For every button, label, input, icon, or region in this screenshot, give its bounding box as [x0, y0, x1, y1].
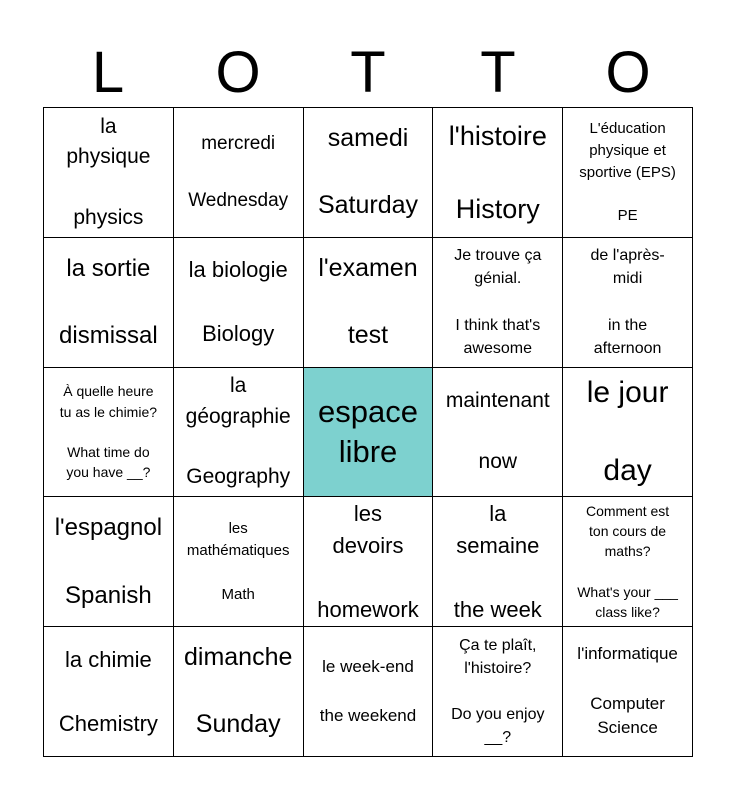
cell-text: la sortie dismissal — [59, 254, 158, 349]
lotto-board — [43, 107, 693, 757]
title-letter: O — [215, 40, 261, 105]
cell-text: samedi Saturday — [317, 123, 419, 220]
board-cell[interactable] — [563, 497, 693, 627]
board-cell[interactable] — [174, 368, 304, 498]
board-cell[interactable] — [174, 108, 304, 238]
board-cell[interactable] — [174, 497, 304, 627]
board-cell[interactable] — [563, 108, 693, 238]
board-cell[interactable] — [563, 238, 693, 368]
cell-text: l'examen test — [318, 253, 418, 350]
cell-text: maintenant now — [445, 389, 550, 474]
cell-text: la chimie Chemistry — [58, 646, 158, 736]
cell-text: espace libre — [318, 393, 418, 469]
cell-text: l'histoire History — [448, 120, 547, 224]
board-cell[interactable] — [433, 368, 563, 498]
title-letter: T — [350, 40, 386, 105]
free-space-cell[interactable] — [304, 368, 434, 498]
cell-text: le week-end the weekend — [319, 656, 417, 725]
cell-text: de l'après- midi in the afternoon — [590, 247, 665, 357]
cell-text: les devoirs homework — [317, 501, 419, 622]
cell-text: Je trouve ça génial. I think that's awesome — [454, 247, 542, 357]
title-letter: T — [480, 40, 516, 105]
cell-text: les mathématiques Math — [186, 520, 290, 603]
board-cell[interactable] — [433, 497, 563, 627]
board-cell[interactable] — [174, 627, 304, 757]
cell-text: Ça te plaît, l'histoire? Do you enjoy __? — [451, 636, 545, 747]
cell-text: L'éducation physique et sportive (EPS) PE — [579, 120, 676, 225]
board-cell[interactable] — [433, 627, 563, 757]
cell-text: l'espagnol Spanish — [54, 514, 163, 609]
cell-text: À quelle heure tu as le chimie? What time do you have __? — [59, 383, 158, 481]
cell-text: la physique physics — [66, 114, 151, 229]
board-cell[interactable] — [433, 238, 563, 368]
board-cell[interactable] — [44, 108, 174, 238]
lotto-title — [43, 38, 693, 108]
board-cell[interactable] — [563, 627, 693, 757]
board-cell[interactable] — [433, 108, 563, 238]
board-cell[interactable] — [44, 368, 174, 498]
board-cell[interactable] — [304, 627, 434, 757]
board-cell[interactable] — [304, 238, 434, 368]
cell-text: Comment est ton cours de maths? What's your ___ class like? — [577, 502, 678, 621]
board-cell[interactable] — [44, 627, 174, 757]
board-cell[interactable] — [44, 238, 174, 368]
title-letter: O — [605, 40, 651, 105]
title-letter: L — [91, 40, 125, 105]
board-cell[interactable] — [563, 368, 693, 498]
board-cell[interactable] — [174, 238, 304, 368]
cell-text: dimanche Sunday — [183, 642, 293, 739]
cell-text: la géographie Geography — [185, 374, 291, 489]
cell-text: la biologie Biology — [188, 257, 288, 347]
board-cell[interactable] — [44, 497, 174, 627]
cell-text: mercredi Wednesday — [188, 132, 289, 211]
cell-text: la semaine the week — [453, 501, 542, 622]
board-cell[interactable] — [304, 108, 434, 238]
cell-text: l'informatique Computer Science — [577, 644, 678, 738]
board-cell[interactable] — [304, 497, 434, 627]
cell-text: le jour day — [586, 376, 669, 488]
